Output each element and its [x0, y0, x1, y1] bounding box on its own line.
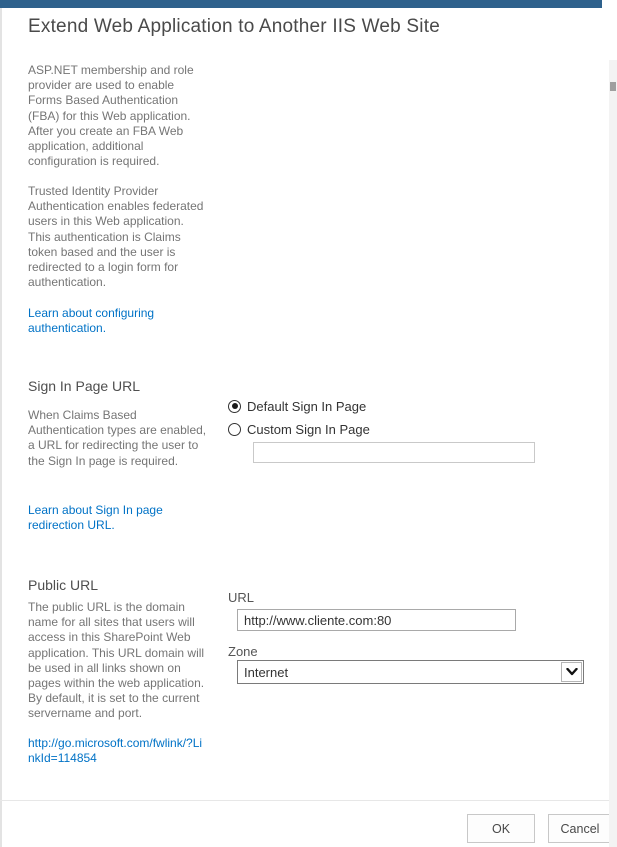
public-url-fwlink[interactable]: http://go.microsoft.com/fwlink/?LinkId=114854: [28, 736, 203, 766]
default-sign-in-page-label: Default Sign In Page: [247, 398, 367, 414]
public-url-description: The public URL is the domain name for all sites that users will access in this SharePoint Web application. This URL domain will be used in all links shown on pages within the web application. By default, it is set to the current servername and port.: [28, 600, 205, 721]
zone-dropdown[interactable]: [237, 660, 584, 684]
sign-in-description: When Claims Based Authentication types are enabled, a URL for redirecting the user to the Sign In page is required.: [28, 408, 207, 468]
chevron-down-icon[interactable]: [561, 662, 582, 682]
sign-in-page-url-heading: Sign In Page URL: [28, 378, 141, 394]
vertical-scrollbar[interactable]: [609, 60, 617, 847]
public-url-heading: Public URL: [28, 577, 99, 593]
public-url-input[interactable]: [237, 609, 516, 631]
radio-selected-icon: [228, 400, 241, 413]
zone-selected-value: Internet: [244, 665, 289, 680]
learn-about-sign-in-redirection-link[interactable]: Learn about Sign In page redirection URL.: [28, 503, 163, 533]
auth-description-paragraph-1: ASP.NET membership and role provider are used to enable Forms Based Authentication (FBA) for this Web application. After you create an FBA Web application, additional configuration is required.: [28, 63, 194, 169]
top-accent-bar: [0, 0, 602, 8]
url-field-label: URL: [228, 590, 255, 605]
custom-sign-in-page-label: Custom Sign In Page: [247, 421, 370, 437]
scrollbar-thumb[interactable]: [610, 82, 616, 91]
custom-sign-in-page-radio[interactable]: [228, 421, 370, 437]
cancel-button[interactable]: Cancel: [548, 814, 612, 843]
ok-button[interactable]: OK: [467, 814, 535, 843]
custom-sign-in-url-input[interactable]: [253, 442, 535, 463]
zone-field-label: Zone: [228, 644, 258, 659]
auth-description-paragraph-2: Trusted Identity Provider Authentication enables federated users in this Web application. This authentication is Claims token based and the user is redirected to a login form for authentication.: [28, 184, 204, 290]
default-sign-in-page-radio[interactable]: [228, 398, 366, 414]
radio-unselected-icon: [228, 423, 241, 436]
footer-divider: [0, 800, 609, 801]
page-title: Extend Web Application to Another IIS Web Site: [28, 16, 440, 37]
learn-about-authentication-link[interactable]: Learn about configuring authentication.: [28, 306, 155, 336]
left-edge-divider: [0, 8, 2, 847]
